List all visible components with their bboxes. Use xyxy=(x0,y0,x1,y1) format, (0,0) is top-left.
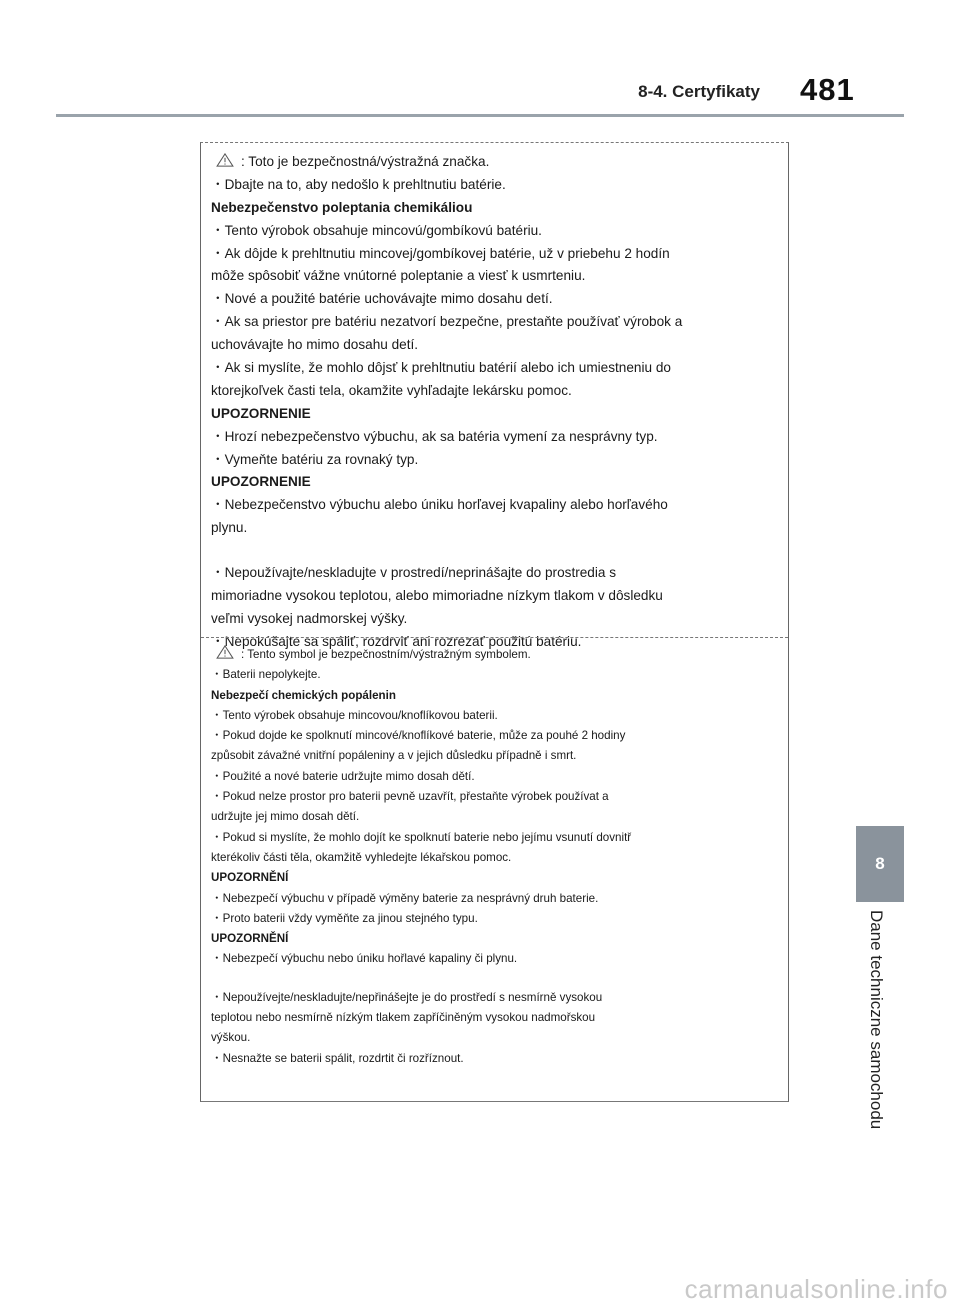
cz-heading: UPOZORNĚNÍ xyxy=(211,932,289,946)
page-number: 481 xyxy=(800,72,855,107)
cz-line: : Tento symbol je bezpečnostním/výstražným symbolem. xyxy=(211,645,780,665)
sk-line: : Toto je bezpečnostná/výstražná značka. xyxy=(211,151,780,174)
cz-line: ・Nebezpečí výbuchu v případě výměny baterie za nesprávný druh baterie. xyxy=(211,891,599,905)
cz-line: ・Nepoužívejte/neskladujte/nepřinášejte je do prostředí s nesmírně vysokou xyxy=(211,990,603,1004)
sk-heading: UPOZORNENIE xyxy=(211,474,311,490)
sk-line: ・Ak dôjde k prehltnutiu mincovej/gombíkovej batérie, už v priebehu 2 hodín xyxy=(211,245,670,261)
sk-line: ・Ak sa priestor pre batériu nezatvorí bezpečne, prestaňte používať výrobok a xyxy=(211,314,683,330)
cz-line: způsobit závažné vnitřní popáleniny a v jejich důsledku případně i smrt. xyxy=(211,749,577,763)
header-divider xyxy=(56,114,904,117)
sk-line: ktorejkoľvek časti tela, okamžite vyhľadajte lekársku pomoc. xyxy=(211,382,572,398)
sk-line: ・Nové a použité batérie uchovávajte mimo dosahu detí. xyxy=(211,291,553,307)
spacer xyxy=(211,970,780,988)
czech-warning xyxy=(211,645,780,1069)
cz-line: kterékoliv části těla, okamžitě vyhledejte lékařskou pomoc. xyxy=(211,850,512,864)
sk-line: ・Tento výrobok obsahuje mincovú/gombíkovú batériu. xyxy=(211,222,542,238)
sk-line: ・Nepokúšajte sa spáliť, rozdrviť ani rozrezať použitú batériu. xyxy=(211,633,582,649)
sk-line: mimoriadne vysokou teplotou, alebo mimoriadne nízkym tlakom v dôsledku xyxy=(211,588,663,604)
sk-heading: Nebezpečenstvo poleptania chemikáliou xyxy=(211,199,473,215)
cz-line: udržujte jej mimo dosah dětí. xyxy=(211,810,360,824)
warning-triangle-icon xyxy=(215,153,235,167)
spacer xyxy=(211,540,780,562)
cz-line: ・Nesnažte se baterii spálit, rozdrtit či rozříznout. xyxy=(211,1051,464,1065)
cz-line: ・Pokud si myslíte, že mohlo dojít ke spolknutí baterie nebo jejímu vsunutí dovnitř xyxy=(211,830,632,844)
section-title: 8-4. Certyfikaty xyxy=(638,82,760,101)
cz-heading: UPOZORNĚNÍ xyxy=(211,871,289,885)
cz-line: ・Použité a nové baterie udržujte mimo dosah dětí. xyxy=(211,769,475,783)
sk-line: môže spôsobiť vážne vnútorné poleptanie a viesť k usmrteniu. xyxy=(211,268,586,284)
sk-line: ・Hrozí nebezpečenstvo výbuchu, ak sa batéria vymení za nesprávny typ. xyxy=(211,428,658,444)
sk-line: ・Nepoužívajte/neskladujte v prostredí/neprinášajte do prostredia s xyxy=(211,565,617,581)
battery-warning-box xyxy=(200,142,789,1102)
cz-line: ・Nebezpečí výbuchu nebo úniku hořlavé kapaliny či plynu. xyxy=(211,952,518,966)
cz-line: ・Baterii nepolykejte. xyxy=(211,668,321,682)
cz-line: ・Pokud nelze prostor pro baterii pevně uzavřít, přestaňte výrobek používat a xyxy=(211,790,609,804)
warning-triangle-icon xyxy=(215,645,235,659)
sk-line: ・Ak si myslíte, že mohlo dôjsť k prehltnutiu batérií alebo ich umiestneniu do xyxy=(211,360,671,376)
watermark: carmanualsonline.info xyxy=(684,1274,948,1304)
sk-line: ・Dbajte na to, aby nedošlo k prehltnutiu batérie. xyxy=(211,176,506,192)
cz-line: ・Pokud dojde ke spolknutí mincové/knoflíkové baterie, může za pouhé 2 hodiny xyxy=(211,729,626,743)
sk-line: uchovávajte ho mimo dosahu detí. xyxy=(211,337,419,353)
cz-line: ・Tento výrobek obsahuje mincovou/knoflíkovou baterii. xyxy=(211,708,498,722)
cz-line: ・Proto baterii vždy vyměňte za jinou stejného typu. xyxy=(211,911,478,925)
sk-line: plynu. xyxy=(211,520,248,536)
chapter-tab[interactable] xyxy=(856,826,904,902)
language-divider xyxy=(201,637,788,638)
sk-heading: UPOZORNENIE xyxy=(211,405,311,421)
sk-line: veľmi vysokej nadmorskej výšky. xyxy=(211,610,408,626)
cz-heading: Nebezpečí chemických popálenin xyxy=(211,688,396,702)
sk-line: ・Vymeňte batériu za rovnaký typ. xyxy=(211,451,419,467)
cz-line: teplotou nebo nesmírně nízkým tlakem zapříčiněným vysokou nadmořskou xyxy=(211,1011,596,1025)
sk-line: ・Nebezpečenstvo výbuchu alebo úniku horľavej kvapaliny alebo horľavého xyxy=(211,497,668,513)
slovak-warning xyxy=(211,151,780,654)
chapter-label: Dane techniczne samochodu xyxy=(867,910,886,1130)
chapter-number: 8 xyxy=(875,854,885,873)
cz-line: výškou. xyxy=(211,1031,251,1045)
